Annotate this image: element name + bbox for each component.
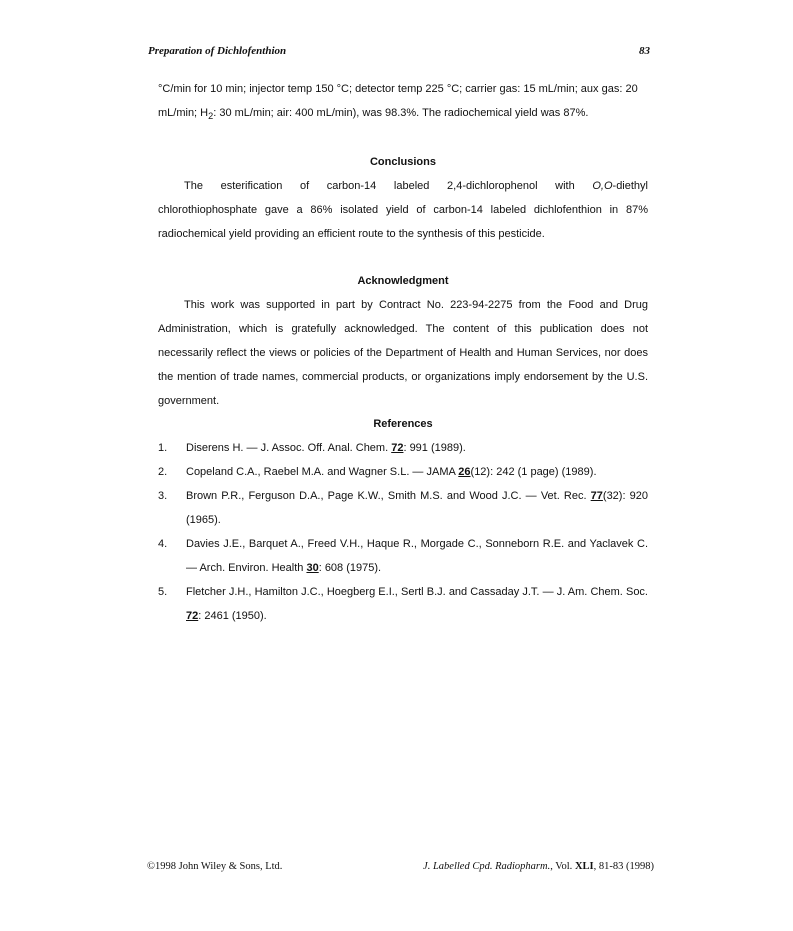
reference-number: 3. [158, 490, 168, 502]
reference-text [186, 532, 648, 580]
reference-volume: 77 [590, 490, 603, 502]
journal-name: J. Labelled Cpd. Radiopharm. [423, 861, 551, 872]
continuation-line-2 [158, 101, 648, 128]
reference-number: 1. [158, 442, 168, 454]
conclusions-section [158, 150, 648, 246]
reference-text [186, 436, 648, 460]
reference-item [158, 580, 648, 628]
reference-item [158, 436, 648, 460]
continuation-line-1: °C/min for 10 min; injector temp 150 °C; detector temp 225 °C; carrier gas: 15 mL/min; aux gas: 20 [158, 83, 638, 95]
conclusions-text-b: -diethyl chlorothiophosphate gave a 86% isolated yield of carbon-14 labeled dichlofenthion in 87% radiochemical yield providing an efficient route to the synthesis of this pesticide. [158, 180, 648, 240]
reference-volume: 26 [458, 466, 471, 478]
reference-pages: (32): 920 (1965). [186, 490, 649, 526]
continuation-text-a: mL/min; H [158, 107, 209, 119]
reference-volume: 72 [186, 610, 199, 622]
reference-number: 5. [158, 586, 168, 598]
reference-text [186, 460, 648, 484]
reference-text [186, 580, 648, 628]
reference-volume: 72 [391, 442, 404, 454]
h2-subscript: 2 [208, 111, 214, 122]
continuation-text-b: : 30 mL/min; air: 400 mL/min), was 98.3%. The radiochemical yield was 87%. [213, 107, 589, 119]
continuation-paragraph [158, 77, 648, 128]
reference-item [158, 460, 648, 484]
reference-pages: : 2461 (1950). [198, 610, 267, 622]
running-title: Preparation of Dichlofenthion [148, 45, 287, 57]
reference-pages: : 608 (1975). [318, 562, 382, 574]
reference-text [186, 484, 648, 532]
references-section [158, 412, 648, 628]
reference-authors: Brown P.R., Ferguson D.A., Page K.W., Smith M.S. and Wood J.C. — Vet. Rec. [186, 490, 591, 502]
journal-citation [423, 861, 654, 872]
reference-pages: : 991 (1989). [403, 442, 466, 454]
conclusions-text-a: The esterification of carbon-14 labeled 2,4-dichlorophenol with [184, 180, 593, 192]
reference-item [158, 484, 648, 532]
volume-label: , Vol. [550, 861, 575, 872]
conclusions-italic: O,O [592, 180, 613, 192]
reference-pages: (12): 242 (1 page) (1989). [470, 466, 597, 478]
acknowledgment-section [158, 269, 648, 413]
reference-volume: 30 [306, 562, 319, 574]
reference-number: 4. [158, 538, 168, 550]
reference-authors: Copeland C.A., Raebel M.A. and Wagner S.L. — JAMA [186, 466, 459, 478]
volume-number: XLI [574, 861, 594, 872]
reference-authors: Davies J.E., Barquet A., Freed V.H., Haque R., Morgade C., Sonneborn R.E. and Yaclavek C. — Arch. Environ. Health [186, 538, 648, 574]
page-range: , 81-83 (1998) [593, 861, 654, 872]
reference-authors: Fletcher J.H., Hamilton J.C., Hoegberg E.I., Sertl B.J. and Cassaday J.T. — J. Am. Chem. Soc. [186, 586, 648, 598]
reference-item [158, 532, 648, 580]
reference-number: 2. [158, 466, 168, 478]
conclusions-paragraph [158, 174, 648, 246]
acknowledgment-heading: Acknowledgment [357, 275, 449, 287]
copyright-notice: ©1998 John Wiley & Sons, Ltd. [147, 861, 283, 872]
page-number: 83 [639, 45, 650, 57]
references-heading: References [373, 418, 433, 430]
acknowledgment-paragraph: This work was supported in part by Contract No. 223-94-2275 from the Food and Drug Administration, which is gratefully acknowledged. The content of this publication does not necessarily reflect the views or policies of the Department of Health and Human Services, nor does the mention of trade names, commercial products, or organizations imply endorsement by the U.S. government. [158, 299, 648, 407]
conclusions-heading: Conclusions [369, 156, 436, 168]
reference-authors: Diserens H. — J. Assoc. Off. Anal. Chem. [186, 442, 392, 454]
